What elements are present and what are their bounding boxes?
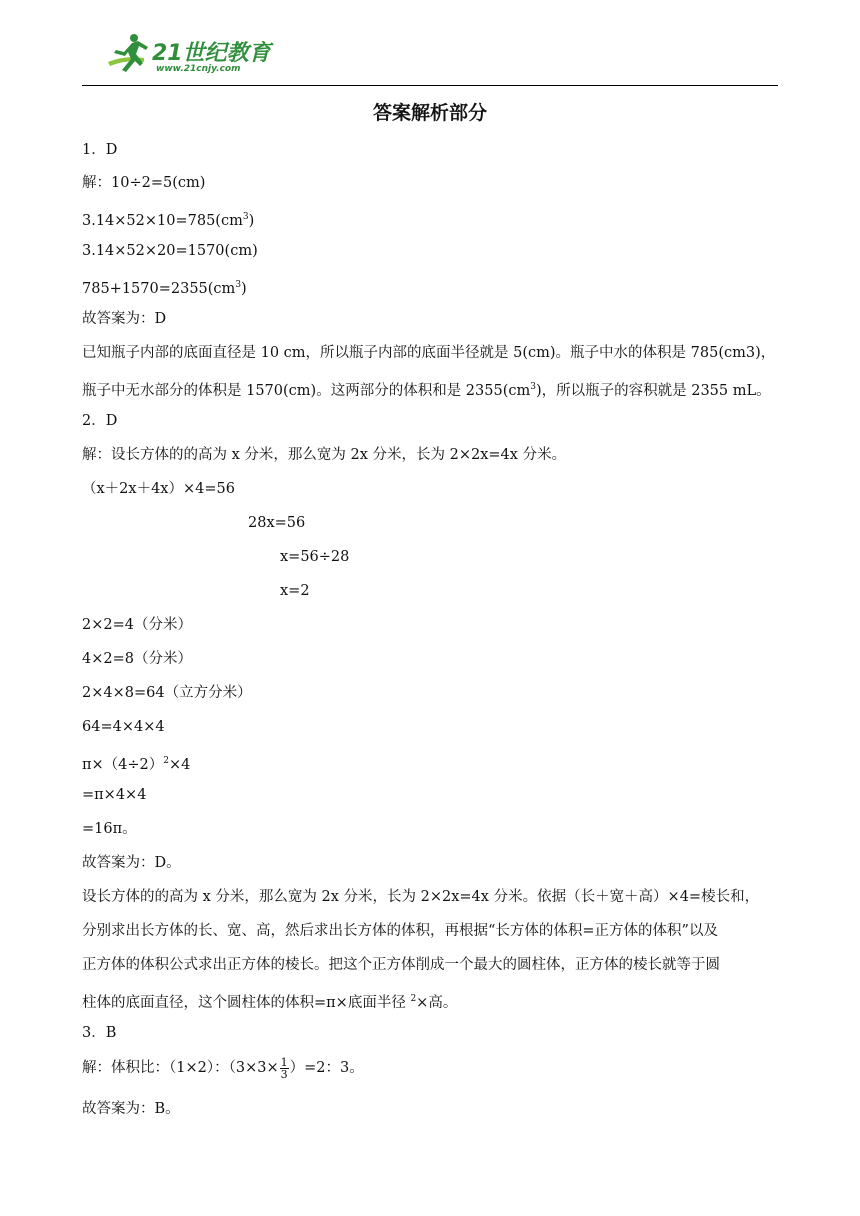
- q2-explanation-1: 设长方体的的高为 x 分米，那么宽为 2x 分米，长为 2×2x=4x 分米。依据（长＋宽＋高）×4=棱长和，: [82, 889, 760, 905]
- q3-line-1b: ）=2：3。: [289, 1060, 364, 1076]
- fraction-denominator: 3: [280, 1067, 288, 1081]
- q2-line-9: 64=4×4×4: [82, 719, 165, 735]
- q3-line-1: [82, 1055, 364, 1081]
- q2-explanation-4a: 柱体的底面直径，这个圆柱体的体积=π×底面半径: [82, 995, 411, 1011]
- q1-line-4-sup: 3: [235, 280, 242, 290]
- q2-line-2: （x＋2x＋4x）×4=56: [82, 481, 235, 497]
- q2-line-5: x=2: [280, 583, 310, 599]
- page-header: [0, 0, 860, 90]
- runner-logo-icon: [104, 32, 154, 76]
- q2-label: 2．D: [82, 413, 118, 429]
- q2-line-12: =16π。: [82, 821, 137, 837]
- q1-line-4: $785+1570=2355(cm^3)$: [82, 280, 247, 297]
- q1-line-3: 3.14×52×20=1570(cm): [82, 243, 258, 259]
- q2-line-8: 2×4×8=64（立方分米）: [82, 685, 252, 701]
- q1-explanation-1: 已知瓶子内部的底面直径是 10 cm，所以瓶子内部的底面半径就是 5(cm)。瓶子中水的体积是 785(cm3)，: [82, 345, 776, 361]
- q1-answer: 故答案为：D: [82, 311, 167, 327]
- q1-explanation-2a: 瓶子中无水部分的体积是 1570(cm)。这两部分的体积和是 2355(cm: [82, 383, 531, 399]
- q1-explanation-2b: )，所以瓶子的容积就是 2355 mL。: [535, 383, 771, 399]
- q2-explanation-4: [82, 989, 457, 1013]
- logo-text: 21世纪教育: [152, 41, 271, 66]
- q2-explanation-2: 分别求出长方体的长、宽、高，然后求出长方体的体积，再根据“长方体的体积=正方体的体积”以及: [82, 923, 718, 939]
- q2-line-6: 2×2=4（分米）: [82, 617, 192, 633]
- q1-line-2-sup: 3: [242, 212, 249, 222]
- q2-line-11: =π×4×4: [82, 787, 147, 803]
- page-title: 答案解析部分: [372, 102, 487, 124]
- q1-explanation-sup: 3: [530, 382, 536, 392]
- site-logo: [104, 30, 284, 78]
- q1-line-4-text: 785+1570=2355(cm: [82, 281, 236, 297]
- q2-answer: 故答案为：D。: [82, 855, 181, 871]
- q3-label: 3．B: [82, 1025, 117, 1041]
- q1-line-2: $3.14\times 52\times 10=785(cm^3)$: [82, 212, 255, 229]
- q2-explanation-4-sup: 2: [410, 994, 417, 1004]
- header-divider: [82, 85, 778, 86]
- q3-answer: 故答案为：B。: [82, 1101, 180, 1117]
- q1-explanation-2: [82, 377, 771, 401]
- q2-explanation-3: 正方体的体积公式求出正方体的棱长。把这个正方体削成一个最大的圆柱体，正方体的棱长就等于圆: [82, 957, 720, 973]
- q1-line-2-text: 3.14×52×10=785(cm: [82, 213, 243, 229]
- q2-line-10a: π×（4÷2）: [82, 757, 164, 773]
- q2-line-10b: ×4: [169, 757, 191, 773]
- q2-line-1: 解：设长方体的的高为 x 分米，那么宽为 2x 分米，长为 2×2x=4x 分米。: [82, 447, 567, 463]
- q1-label: 1．D: [82, 142, 118, 158]
- q1-line-1: 解：10÷2=5(cm): [82, 175, 206, 191]
- q2-line-10-sup: 2: [163, 756, 170, 766]
- logo-url: www.21cnjy.com: [156, 64, 241, 74]
- q2-line-7: 4×2=8（分米）: [82, 651, 192, 667]
- q3-line-1a: 解：体积比：（1×2）：（3×3×: [82, 1060, 279, 1076]
- q2-explanation-4b: ×高。: [416, 995, 458, 1011]
- fraction-one-third: [280, 1057, 289, 1080]
- q2-line-3: 28x=56: [248, 515, 306, 531]
- q2-line-10: [82, 751, 190, 775]
- q2-line-4: x=56÷28: [280, 549, 350, 565]
- fraction-numerator: 1: [280, 1055, 288, 1069]
